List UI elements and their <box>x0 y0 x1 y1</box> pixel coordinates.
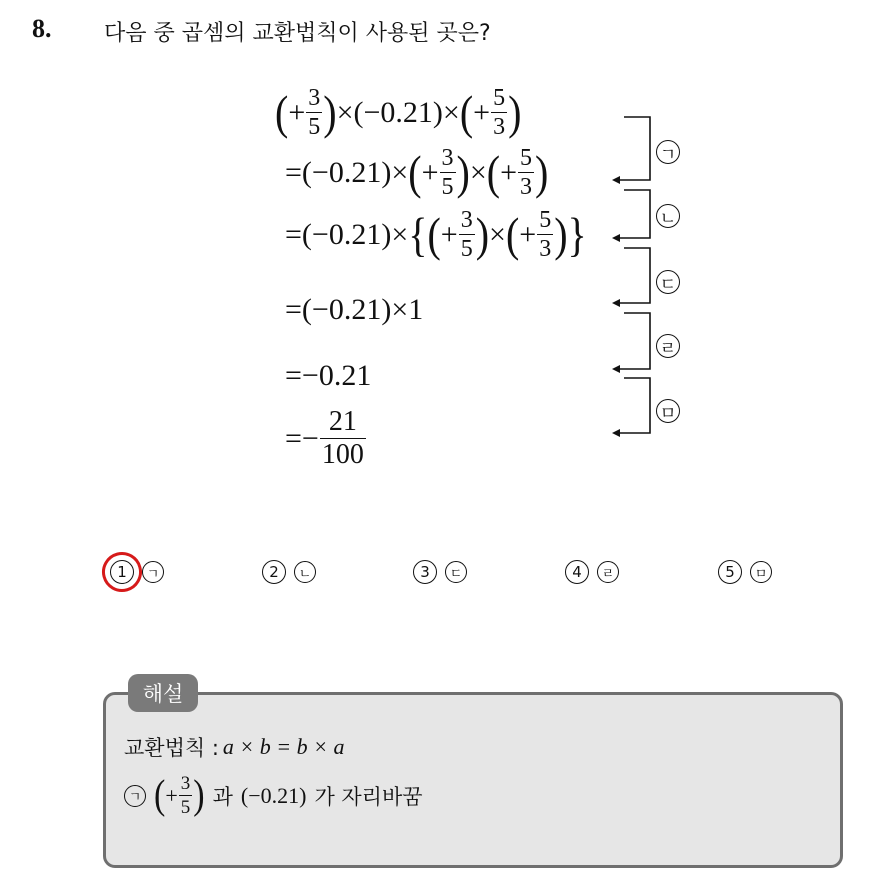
explanation-step-label: ㄱ <box>124 785 146 807</box>
choice-number: 1 <box>110 560 134 584</box>
choice-label: ㄱ <box>142 561 164 583</box>
rule-formula: a × b = b × a <box>222 734 345 759</box>
choice-number: 3 <box>413 560 437 584</box>
arrow-head-5 <box>612 429 620 437</box>
bracket-4 <box>618 313 650 369</box>
explanation-swap-text: 가 자리바꿈 <box>314 784 423 809</box>
bracket-3 <box>618 248 650 303</box>
bracket-1 <box>618 117 650 180</box>
choice-number: 5 <box>718 560 742 584</box>
explanation-rule <box>124 732 344 762</box>
derivation-line-3: =(−0.21)× {( + $\frac{3}{5}$ ) × ( + $\frac{5}{3}$ )} <box>285 206 587 262</box>
choice-number: 4 <box>565 560 589 584</box>
choice-label: ㄹ <box>597 561 619 583</box>
step-label-1: ㄱ <box>656 140 680 164</box>
arrow-head-4 <box>612 365 620 373</box>
explanation-other-term: (−0.21) <box>240 782 307 808</box>
arrow-head-1 <box>612 176 620 184</box>
derivation-line-6: =− $\frac{21}{100}$ <box>285 406 364 470</box>
question-text: 다음 중 곱셈의 교환법칙이 사용된 곳은? <box>104 21 491 46</box>
choice-label: ㅁ <box>750 561 772 583</box>
step-label-4: ㄹ <box>656 334 680 358</box>
question-number: 8. <box>32 14 52 43</box>
derivation-line-5: =−0.21 <box>285 359 372 392</box>
choice-label: ㄴ <box>294 561 316 583</box>
step-label-5: ㅁ <box>656 399 680 423</box>
explanation-step <box>124 774 423 817</box>
derivation-line-2: =(−0.21)× ( + $\frac{3}{5}$ ) × ( + $\frac{5}{3}$ ) <box>285 144 549 200</box>
choice-1[interactable] <box>110 560 164 584</box>
bracket-2 <box>618 190 650 238</box>
step-label-2: ㄴ <box>656 204 680 228</box>
choice-label: ㄷ <box>445 561 467 583</box>
choice-5[interactable] <box>718 560 772 584</box>
explanation-fraction-term: ( + $\frac{3}{5}$ ) <box>154 772 205 818</box>
explanation-and-word: 과 <box>212 784 233 809</box>
derivation-line-4: =(−0.21)×1 <box>285 293 424 326</box>
choice-4[interactable] <box>565 560 619 584</box>
bracket-5 <box>618 378 650 433</box>
choice-number: 2 <box>262 560 286 584</box>
choice-2[interactable] <box>262 560 316 584</box>
step-label-3: ㄷ <box>656 270 680 294</box>
arrow-head-3 <box>612 299 620 307</box>
rule-label: 교환법칙 : <box>124 736 219 760</box>
step-brackets <box>600 110 660 450</box>
derivation-line-1: ( + $\frac{3}{5}$ ) ×(−0.21)× ( + $\frac{5}{3}$ ) <box>275 84 522 140</box>
choice-3[interactable] <box>413 560 467 584</box>
arrow-head-2 <box>612 234 620 242</box>
explanation-tab: 해설 <box>128 674 198 712</box>
